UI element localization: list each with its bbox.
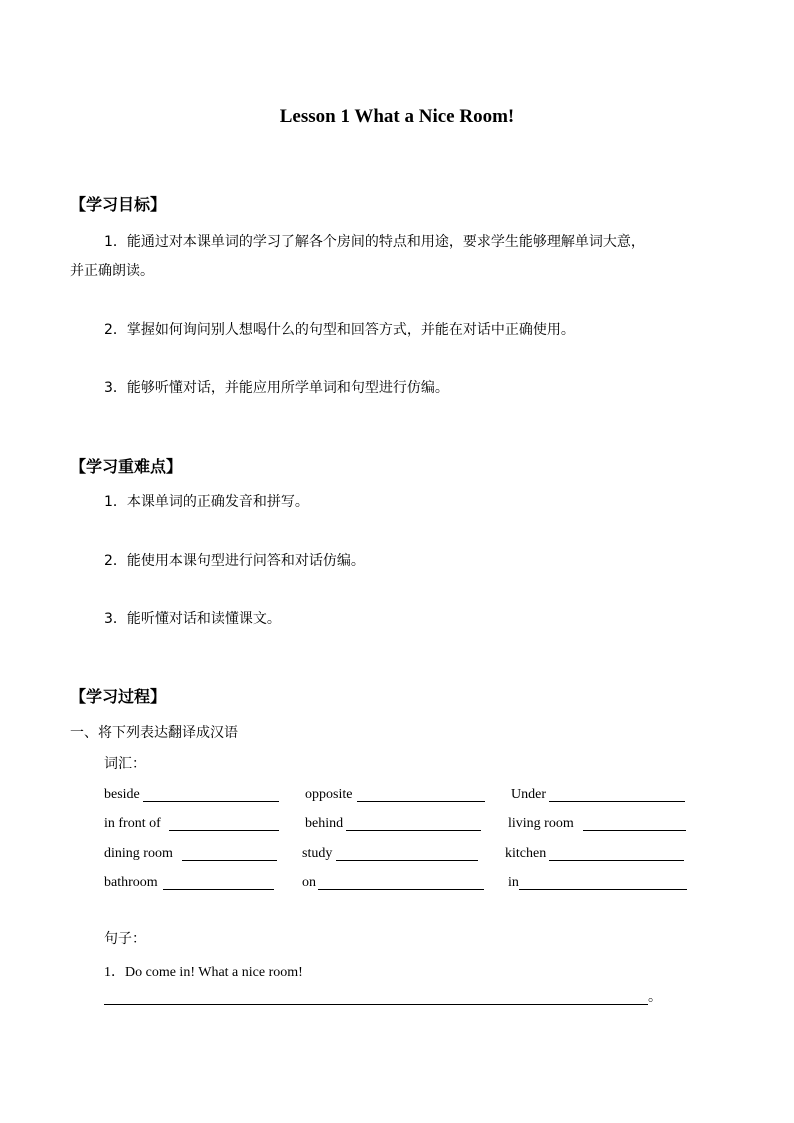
key-point-2: 2．能使用本课句型进行问答和对话仿编。 (104, 553, 365, 569)
vocab-word: kitchen (505, 846, 547, 861)
goal-item-2: 2．掌握如何询问别人想喝什么的句型和回答方式，并能在对话中正确使用。 (104, 322, 575, 338)
vocab-word: living room (508, 816, 574, 831)
answer-blank[interactable] (346, 830, 481, 831)
process-heading: 【学习过程】 (70, 687, 167, 706)
answer-blank[interactable] (549, 860, 684, 861)
vocab-word: opposite (305, 787, 353, 802)
vocab-label: 词汇： (104, 756, 146, 772)
answer-blank[interactable] (519, 889, 687, 890)
goal-item-3: 3．能够听懂对话，并能应用所学单词和句型进行仿编。 (104, 380, 449, 396)
goal-item-1-line-2: 并正确朗读。 (70, 263, 154, 279)
answer-blank[interactable] (169, 830, 279, 831)
section-1-instruction: 一、将下列表达翻译成汉语 (70, 725, 238, 741)
page-title: Lesson 1 What a Nice Room! (279, 106, 515, 127)
vocab-word: in front of (104, 816, 161, 831)
answer-blank[interactable] (143, 801, 279, 802)
sentence-label: 句子： (104, 931, 146, 947)
vocab-word: behind (305, 816, 344, 831)
answer-blank[interactable] (583, 830, 686, 831)
vocab-word: beside (104, 787, 140, 802)
key-points-heading: 【学习重难点】 (70, 457, 183, 476)
answer-blank[interactable] (357, 801, 485, 802)
vocab-word: dining room (104, 846, 173, 861)
answer-blank[interactable] (336, 860, 478, 861)
key-point-1: 1．本课单词的正确发音和拼写。 (104, 494, 309, 510)
vocab-word: on (302, 875, 316, 890)
goals-heading: 【学习目标】 (70, 195, 167, 214)
sentence-1: 1．Do come in! What a nice room! (104, 965, 303, 980)
answer-blank[interactable] (549, 801, 685, 802)
vocab-word: in (508, 875, 519, 890)
goal-item-1-line-1: 1．能通过对本课单词的学习了解各个房间的特点和用途，要求学生能够理解单词大意， (104, 234, 645, 250)
sentence-1-end-mark: 。 (648, 989, 662, 1005)
answer-blank[interactable] (318, 889, 484, 890)
vocab-word: study (302, 846, 333, 861)
vocab-word: bathroom (104, 875, 158, 890)
answer-blank[interactable] (182, 860, 277, 861)
vocab-word: Under (511, 787, 546, 802)
key-point-3: 3．能听懂对话和读懂课文。 (104, 611, 281, 627)
sentence-1-answer-blank[interactable] (104, 1004, 648, 1005)
answer-blank[interactable] (163, 889, 274, 890)
